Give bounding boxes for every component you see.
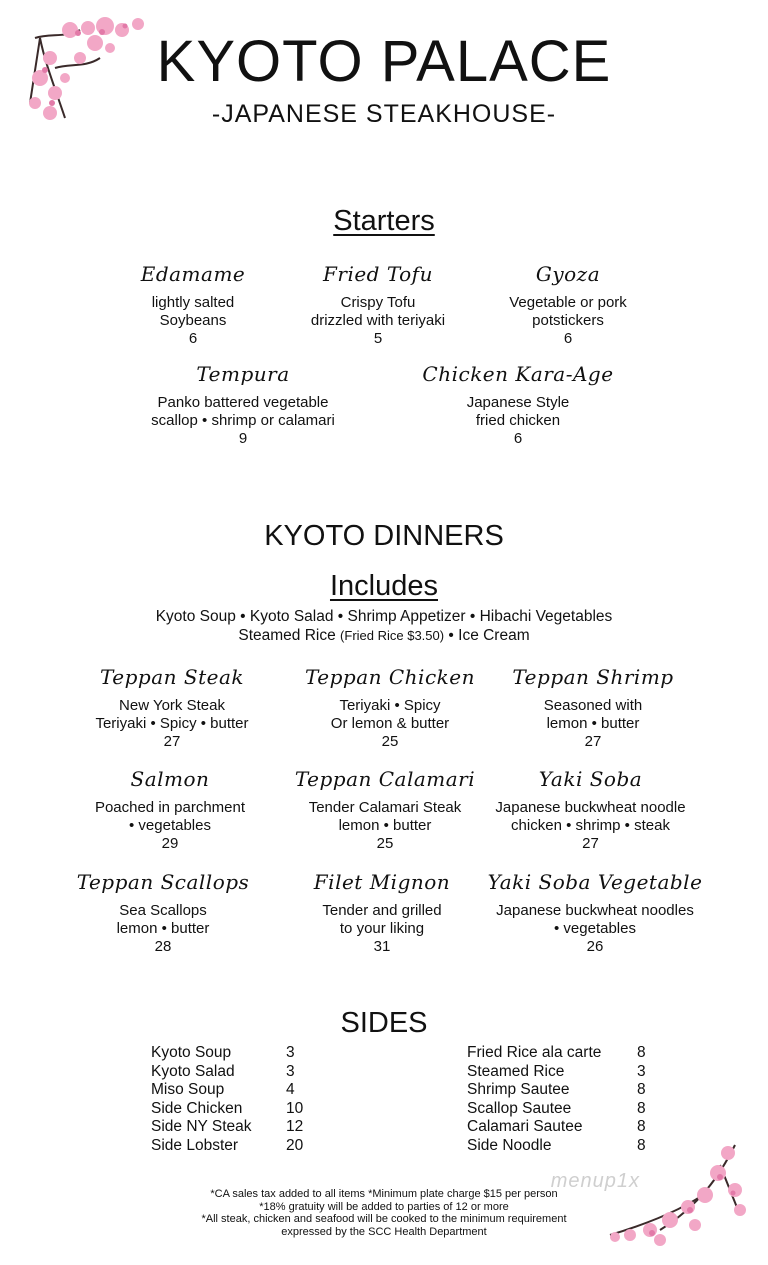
- includes-line-1: Kyoto Soup • Kyoto Salad • Shrimp Appetizer • Hibachi Vegetables: [155, 608, 613, 625]
- item-desc: lemon • butter: [116, 920, 210, 937]
- item-desc: Soybeans: [159, 312, 227, 329]
- item-name: Gyoza: [535, 262, 601, 286]
- side-row: [151, 1137, 316, 1156]
- item-price: 27: [582, 835, 599, 852]
- side-price: 3: [286, 1044, 295, 1061]
- item-name: Teppan Chicken: [304, 665, 475, 689]
- side-row: [151, 1063, 316, 1082]
- sides-heading: SIDES: [340, 1007, 428, 1039]
- dinner-item-filet-mignon: [282, 870, 482, 956]
- item-desc: Japanese Style: [466, 394, 570, 411]
- item-desc: • vegetables: [129, 817, 211, 834]
- item-desc: drizzled with teriyaki: [310, 312, 446, 329]
- item-desc: • vegetables: [554, 920, 636, 937]
- item-desc: Vegetable or pork: [509, 294, 627, 311]
- item-desc: lightly salted: [151, 294, 235, 311]
- restaurant-subtitle: -JAPANESE STEAKHOUSE-: [211, 100, 557, 128]
- dinner-item-yaki-soba: [483, 767, 698, 853]
- item-name: Yaki Soba: [538, 767, 643, 791]
- side-price: 8: [637, 1118, 646, 1135]
- dinner-item-teppan-shrimp: [493, 665, 693, 751]
- item-desc: fried chicken: [475, 412, 561, 429]
- item-name: Filet Mignon: [313, 870, 451, 894]
- item-price: 26: [586, 938, 604, 955]
- footer-notes: [0, 1188, 768, 1238]
- item-name: Teppan Scallops: [76, 870, 250, 894]
- side-row: [467, 1137, 667, 1156]
- item-name: Teppan Shrimp: [512, 665, 674, 689]
- item-price: 27: [163, 733, 181, 750]
- item-name: Chicken Kara-Age: [422, 362, 614, 386]
- side-row: [467, 1044, 667, 1063]
- item-name: Teppan Steak: [99, 665, 244, 689]
- item-price: 25: [381, 733, 399, 750]
- item-price: 6: [513, 430, 523, 447]
- item-price: 27: [584, 733, 602, 750]
- item-desc: Tender and grilled: [322, 902, 442, 919]
- item-desc: chicken • shrimp • steak: [511, 817, 670, 834]
- sides-list-right: [467, 1044, 667, 1155]
- sides-list-left: [151, 1044, 316, 1155]
- item-desc: Or lemon & butter: [330, 715, 450, 732]
- side-row: [151, 1044, 316, 1063]
- footer-line: *All steak, chicken and seafood will be cooked to the minimum requirement: [201, 1213, 567, 1225]
- side-name: Fried Rice ala carte: [467, 1044, 602, 1061]
- starter-item-edamame: [98, 262, 288, 348]
- side-price: 12: [286, 1118, 304, 1135]
- starter-item-fried-tofu: [283, 262, 473, 348]
- footer-line: *CA sales tax added to all items *Minimum plate charge $15 per person: [210, 1188, 558, 1200]
- item-desc: New York Steak: [119, 697, 225, 714]
- side-price: 8: [637, 1081, 646, 1098]
- side-name: Scallop Sautee: [467, 1099, 572, 1117]
- item-desc: lemon • butter: [546, 715, 640, 732]
- side-name: Side Noodle: [467, 1136, 552, 1154]
- side-row: [151, 1100, 316, 1119]
- item-desc: to your liking: [339, 920, 425, 937]
- item-desc: Sea Scallops: [119, 902, 207, 919]
- side-row: [467, 1100, 667, 1119]
- item-name: Yaki Soba Vegetable: [487, 870, 703, 894]
- side-name: Steamed Rice: [467, 1062, 565, 1080]
- item-desc: potstickers: [532, 312, 604, 329]
- item-desc: Japanese buckwheat noodle: [495, 799, 686, 816]
- includes-ice-cream: • Ice Cream: [444, 627, 530, 644]
- restaurant-title: KYOTO PALACE: [156, 29, 612, 94]
- item-desc: lemon • butter: [338, 817, 432, 834]
- item-price: 28: [154, 938, 172, 955]
- dinner-item-teppan-calamari: [280, 767, 490, 853]
- item-name: Edamame: [140, 262, 246, 286]
- includes-heading: Includes: [329, 570, 438, 602]
- item-desc: Japanese buckwheat noodles: [496, 902, 694, 919]
- footer-line: *18% gratuity will be added to parties of 12 or more: [259, 1200, 509, 1213]
- item-name: Salmon: [130, 767, 210, 791]
- includes-steamed-rice: Steamed Rice: [238, 627, 341, 644]
- footer-line: expressed by the SCC Health Department: [281, 1225, 487, 1238]
- side-price: 8: [637, 1099, 646, 1117]
- item-price: 29: [161, 835, 179, 852]
- side-price: 4: [286, 1081, 295, 1098]
- item-desc: Panko battered vegetable: [157, 394, 329, 411]
- side-price: 8: [637, 1044, 646, 1061]
- includes-fried-rice-note: (Fried Rice $3.50): [340, 628, 445, 643]
- starter-item-tempura: [138, 362, 348, 448]
- item-desc: Tender Calamari Steak: [308, 799, 462, 816]
- side-price: 20: [286, 1136, 304, 1154]
- item-name: Teppan Calamari: [294, 767, 476, 791]
- item-price: 25: [376, 835, 394, 852]
- dinner-item-teppan-steak: [72, 665, 272, 751]
- side-row: [467, 1118, 667, 1137]
- item-price: 9: [238, 430, 248, 447]
- side-row: [467, 1081, 667, 1100]
- side-name: Side Chicken: [151, 1099, 243, 1117]
- side-row: [151, 1118, 316, 1137]
- watermark-text: menup1x: [550, 1170, 640, 1192]
- side-name: Kyoto Salad: [151, 1062, 235, 1080]
- dinner-item-teppan-scallops: [58, 870, 268, 956]
- item-desc: Seasoned with: [543, 697, 643, 714]
- item-price: 6: [563, 330, 573, 347]
- starters-heading: Starters: [333, 205, 435, 237]
- item-desc: Teriyaki • Spicy: [339, 697, 441, 714]
- item-desc: Poached in parchment: [94, 799, 246, 816]
- starter-item-gyoza: [473, 262, 663, 348]
- dinner-item-teppan-chicken: [290, 665, 490, 751]
- item-name: Fried Tofu: [323, 262, 433, 286]
- side-name: Side NY Steak: [151, 1118, 252, 1135]
- side-name: Calamari Sautee: [467, 1118, 583, 1135]
- side-name: Shrimp Sautee: [467, 1081, 570, 1098]
- item-price: 6: [188, 330, 198, 347]
- side-row: [151, 1081, 316, 1100]
- side-price: 8: [637, 1136, 646, 1154]
- dinner-item-salmon: [60, 767, 280, 853]
- side-price: 3: [286, 1062, 295, 1080]
- side-name: Kyoto Soup: [151, 1044, 232, 1061]
- side-price: 3: [637, 1062, 646, 1080]
- item-price: 31: [373, 938, 391, 955]
- item-price: 5: [373, 330, 383, 347]
- side-name: Miso Soup: [151, 1081, 225, 1098]
- includes-line-2: [0, 626, 768, 645]
- item-desc: Crispy Tofu: [340, 294, 416, 311]
- side-name: Side Lobster: [151, 1136, 239, 1154]
- dinner-item-yaki-soba-vegetable: [480, 870, 710, 956]
- side-price: 10: [286, 1099, 304, 1117]
- dinners-heading: KYOTO DINNERS: [264, 520, 504, 552]
- side-row: [467, 1063, 667, 1082]
- starter-item-chicken-kara-age: [418, 362, 618, 448]
- item-desc: Teriyaki • Spicy • butter: [95, 715, 249, 732]
- item-name: Tempura: [196, 362, 290, 386]
- item-desc: scallop • shrimp or calamari: [151, 412, 335, 429]
